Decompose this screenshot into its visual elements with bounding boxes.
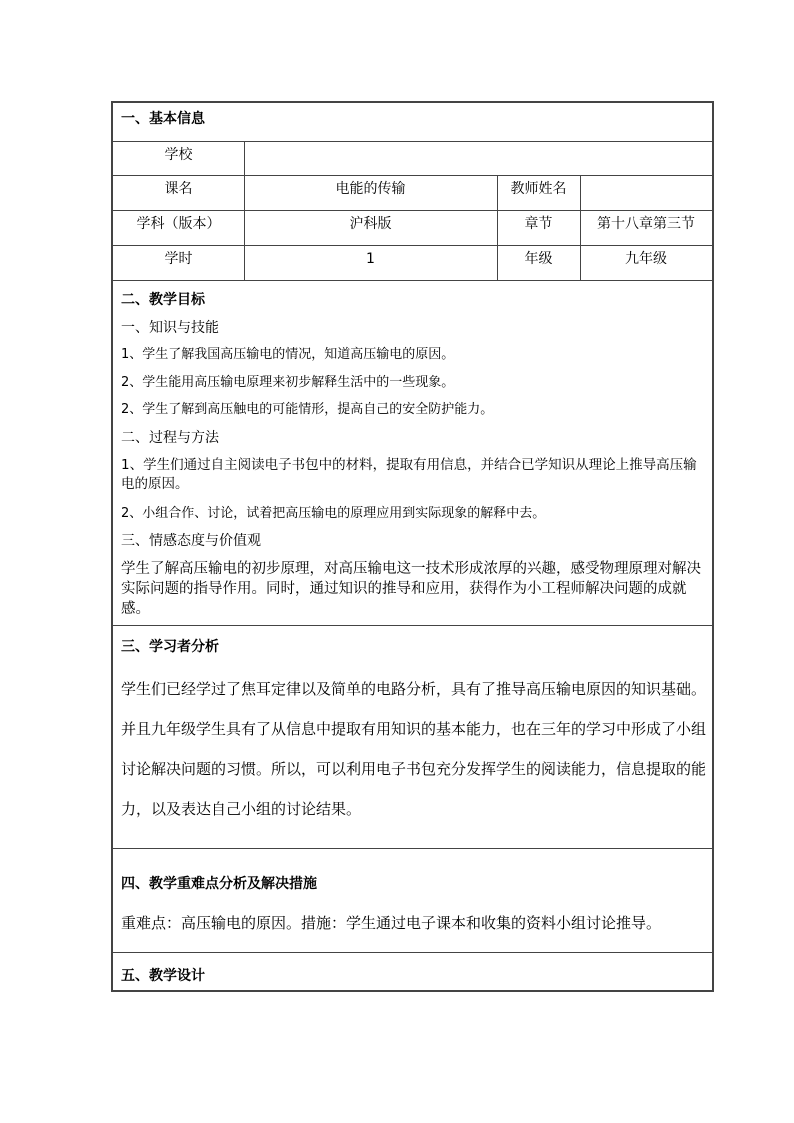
value-subject: 沪科版 — [349, 216, 392, 232]
subheading-attitude: 三、情感态度与价值观 — [121, 533, 261, 549]
section-title-learner-analysis: 三、学习者分析 — [121, 639, 219, 655]
divider — [113, 210, 712, 211]
lesson-plan-table — [111, 101, 714, 992]
divider — [113, 175, 712, 176]
divider — [113, 245, 712, 246]
learner-analysis-paragraph: 学生们已经学过了焦耳定律以及简单的电路分析，具有了推导高压输电原因的知识基础。并且九年级学生具有了从信息中提取有用知识的基本能力，也在三年的学习中形成了小组讨论解决问题的习惯。所以，可以利用电子书包充分发挥学生的阅读能力，信息提取的能力，以及表达自己小组的讨论结果。 — [121, 680, 707, 818]
subheading-knowledge: 一、知识与技能 — [121, 320, 219, 336]
value-course: 电能的传输 — [335, 181, 406, 197]
label-teacher: 教师姓名 — [510, 181, 567, 197]
list-item: 2、学生能用高压输电原理来初步解释生活中的一些现象。 — [121, 375, 455, 390]
label-subject: 学科（版本） — [136, 216, 221, 232]
label-hours: 学时 — [164, 251, 193, 267]
subheading-process: 二、过程与方法 — [121, 430, 219, 446]
divider — [113, 141, 712, 142]
label-school: 学校 — [164, 147, 193, 163]
divider — [113, 625, 712, 626]
section-title-basic-info: 一、基本信息 — [121, 111, 205, 127]
list-item: 2、学生了解到高压触电的可能情形，提高自己的安全防护能力。 — [121, 402, 494, 417]
divider — [113, 848, 712, 849]
value-chapter: 第十八章第三节 — [597, 216, 695, 232]
key-points-paragraph: 重难点：高压输电的原因。措施：学生通过电子课本和收集的资料小组讨论推导。 — [121, 914, 662, 932]
attitude-paragraph: 学生了解高压输电的初步原理，对高压输电这一技术形成浓厚的兴趣，感受物理原理对解决实际问题的指导作用。同时，通过知识的推导和应用，获得作为小工程师解决问题的成就感。 — [121, 561, 701, 617]
section-title-objectives: 二、教学目标 — [121, 292, 205, 308]
section-title-key-points: 四、教学重难点分析及解决措施 — [121, 876, 317, 892]
label-grade: 年级 — [524, 251, 553, 267]
divider — [113, 280, 712, 281]
section-title-design: 五、教学设计 — [121, 968, 205, 984]
value-grade: 九年级 — [625, 251, 667, 267]
divider — [113, 952, 712, 953]
value-hours: 1 — [366, 251, 375, 267]
label-chapter: 章节 — [524, 216, 553, 232]
list-item: 1、学生了解我国高压输电的情况，知道高压输电的原因。 — [121, 347, 455, 362]
list-item: 1、学生们通过自主阅读电子书包中的材料，提取有用信息，并结合已学知识从理论上推导高压输电的原因。 — [121, 457, 697, 492]
label-course: 课名 — [164, 181, 193, 197]
list-item: 2、小组合作、讨论，试着把高压输电的原理应用到实际现象的解释中去。 — [121, 506, 546, 521]
